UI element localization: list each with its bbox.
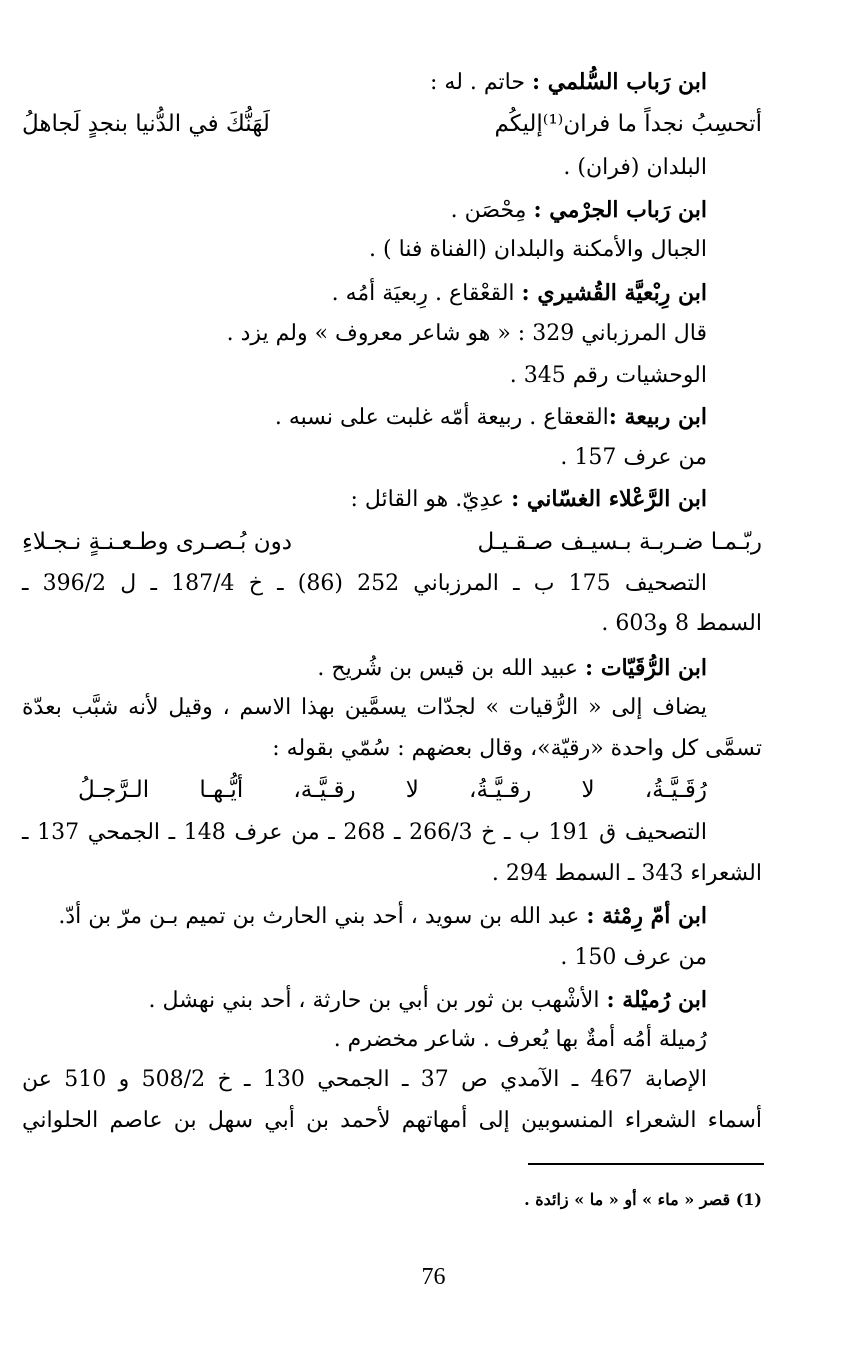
source-line: من عرف 157 . (560, 445, 707, 470)
verse-hemistich-right: أتحسِبُ نجداً ما فران⁽¹⁾إليكُم (494, 111, 762, 137)
source-line: الجبال والأمكنة والبلدان (الفناة فنا ) . (369, 237, 707, 262)
source-line: التصحيف 175 ب ـ المرزباني 252 (86) ـ خ 187/4 ـ ل 396/2 ـ (22, 571, 707, 596)
source-line: الإصابة 467 ـ الآمدي ص 37 ـ الجمحي 130 ـ خ 508/2 و 510 عن (22, 1067, 707, 1092)
source-line: أسماء الشعراء المنسوبين إلى أمهاتهم لأحمد بن أبي سهل بن عاصم الحلواني (22, 1108, 762, 1133)
source-line: الوحشيات رقم 345 . (509, 363, 707, 388)
verse-hemistich-left: دون بُـصـرى وطـعـنـةٍ نـجـلاءِ (22, 529, 292, 555)
entry-heading: ابن ربيعة : (608, 404, 707, 430)
source-line: الشعراء 343 ـ السمط 294 . (491, 861, 762, 886)
entry-ibn-rabia (275, 399, 707, 436)
verse-hemistich-left: لَهَنُّكَ في الدُّنيا بنجدٍ لَجاهلُ (22, 111, 270, 137)
page-number: 76 (421, 1264, 446, 1290)
entry-ibn-rumayla (149, 982, 707, 1019)
source-line: السمط 8 و603 . (601, 611, 762, 636)
entry-text: عبد الله بن سويد ، أحد بني الحارث بن تميم بـن مرّ بن أدّ. (58, 904, 587, 929)
quote-line: قال المرزباني 329 : « هو شاعر معروف » ولم يزد . (226, 321, 707, 346)
entry-ibn-ruqayyat (317, 650, 707, 687)
entry-ibn-ribiyya-qushayri (332, 275, 707, 312)
entry-ibn-umm-rimtha (58, 898, 707, 935)
paragraph-line: يضاف إلى « الرُّقيات » لجدّات يسمَّين بهذا الاسم ، وقيل لأنه شبَّب بعدّة (22, 695, 707, 720)
paragraph-line: تسمَّى كل واحدة «رقيّة»، وقال بعضهم : سُمّي بقوله : (272, 736, 762, 761)
entry-heading: ابن رَباب الجرْمي : (533, 197, 707, 223)
footnote-divider (528, 1163, 764, 1165)
entry-heading: ابن أمّ رِمْثة : (586, 903, 707, 929)
entry-text: القعقاع . ربيعة أمّه غلبت على نسبه . (274, 405, 609, 430)
verse-line: رُقَـيَّـةُ، لا رقـيَّـةُ، لا رقـيَّـة، أيُّـهـا الـرَّجـلُ (78, 777, 707, 803)
verse-hemistich-right: ربّـمـا ضـربـة بـسيـف صـقـيـل (477, 529, 762, 555)
entry-ibn-rabab-sulami (430, 64, 707, 101)
entry-text: عدِيّ. هو القائل : (350, 487, 512, 512)
source-line: التصحيف ق 191 ب ـ خ 266/3 ـ 268 ـ من عرف 148 ـ الجمحي 137 ـ (22, 820, 707, 845)
entry-text: حاتم . له : (430, 70, 532, 95)
entry-heading: ابن الرَّعْلاء الغسّاني : (511, 486, 707, 512)
entry-heading: ابن رُميْلة : (606, 987, 707, 1013)
entry-heading: ابن الرُّقَيّات : (585, 655, 707, 681)
paragraph-line: رُميلة أمُه أمةٌ بها يُعرف . شاعر مخضرم . (333, 1027, 707, 1052)
entry-ibn-rabab-jarmi (451, 192, 707, 229)
entry-ibn-rala-ghassani (350, 481, 707, 518)
footnote: (1) قصر « ماء » أو « ما » زائدة . (524, 1190, 762, 1209)
source-line: البلدان (فران) . (563, 155, 707, 180)
entry-text: الأشْهب بن ثور بن أبي بن حارثة ، أحد بني نهشل . (148, 988, 607, 1013)
entry-text: القعْقاع . رِبعيَة أمُه . (331, 281, 522, 306)
entry-text: عبيد الله بن قيس بن شُريح . (317, 656, 586, 681)
source-line: من عرف 150 . (560, 945, 707, 970)
entry-heading: ابن رِبْعيَّة القُشيري : (521, 280, 707, 306)
entry-text: مِحْصَن . (450, 198, 534, 223)
entry-heading: ابن رَباب السُّلمي : (531, 69, 707, 95)
